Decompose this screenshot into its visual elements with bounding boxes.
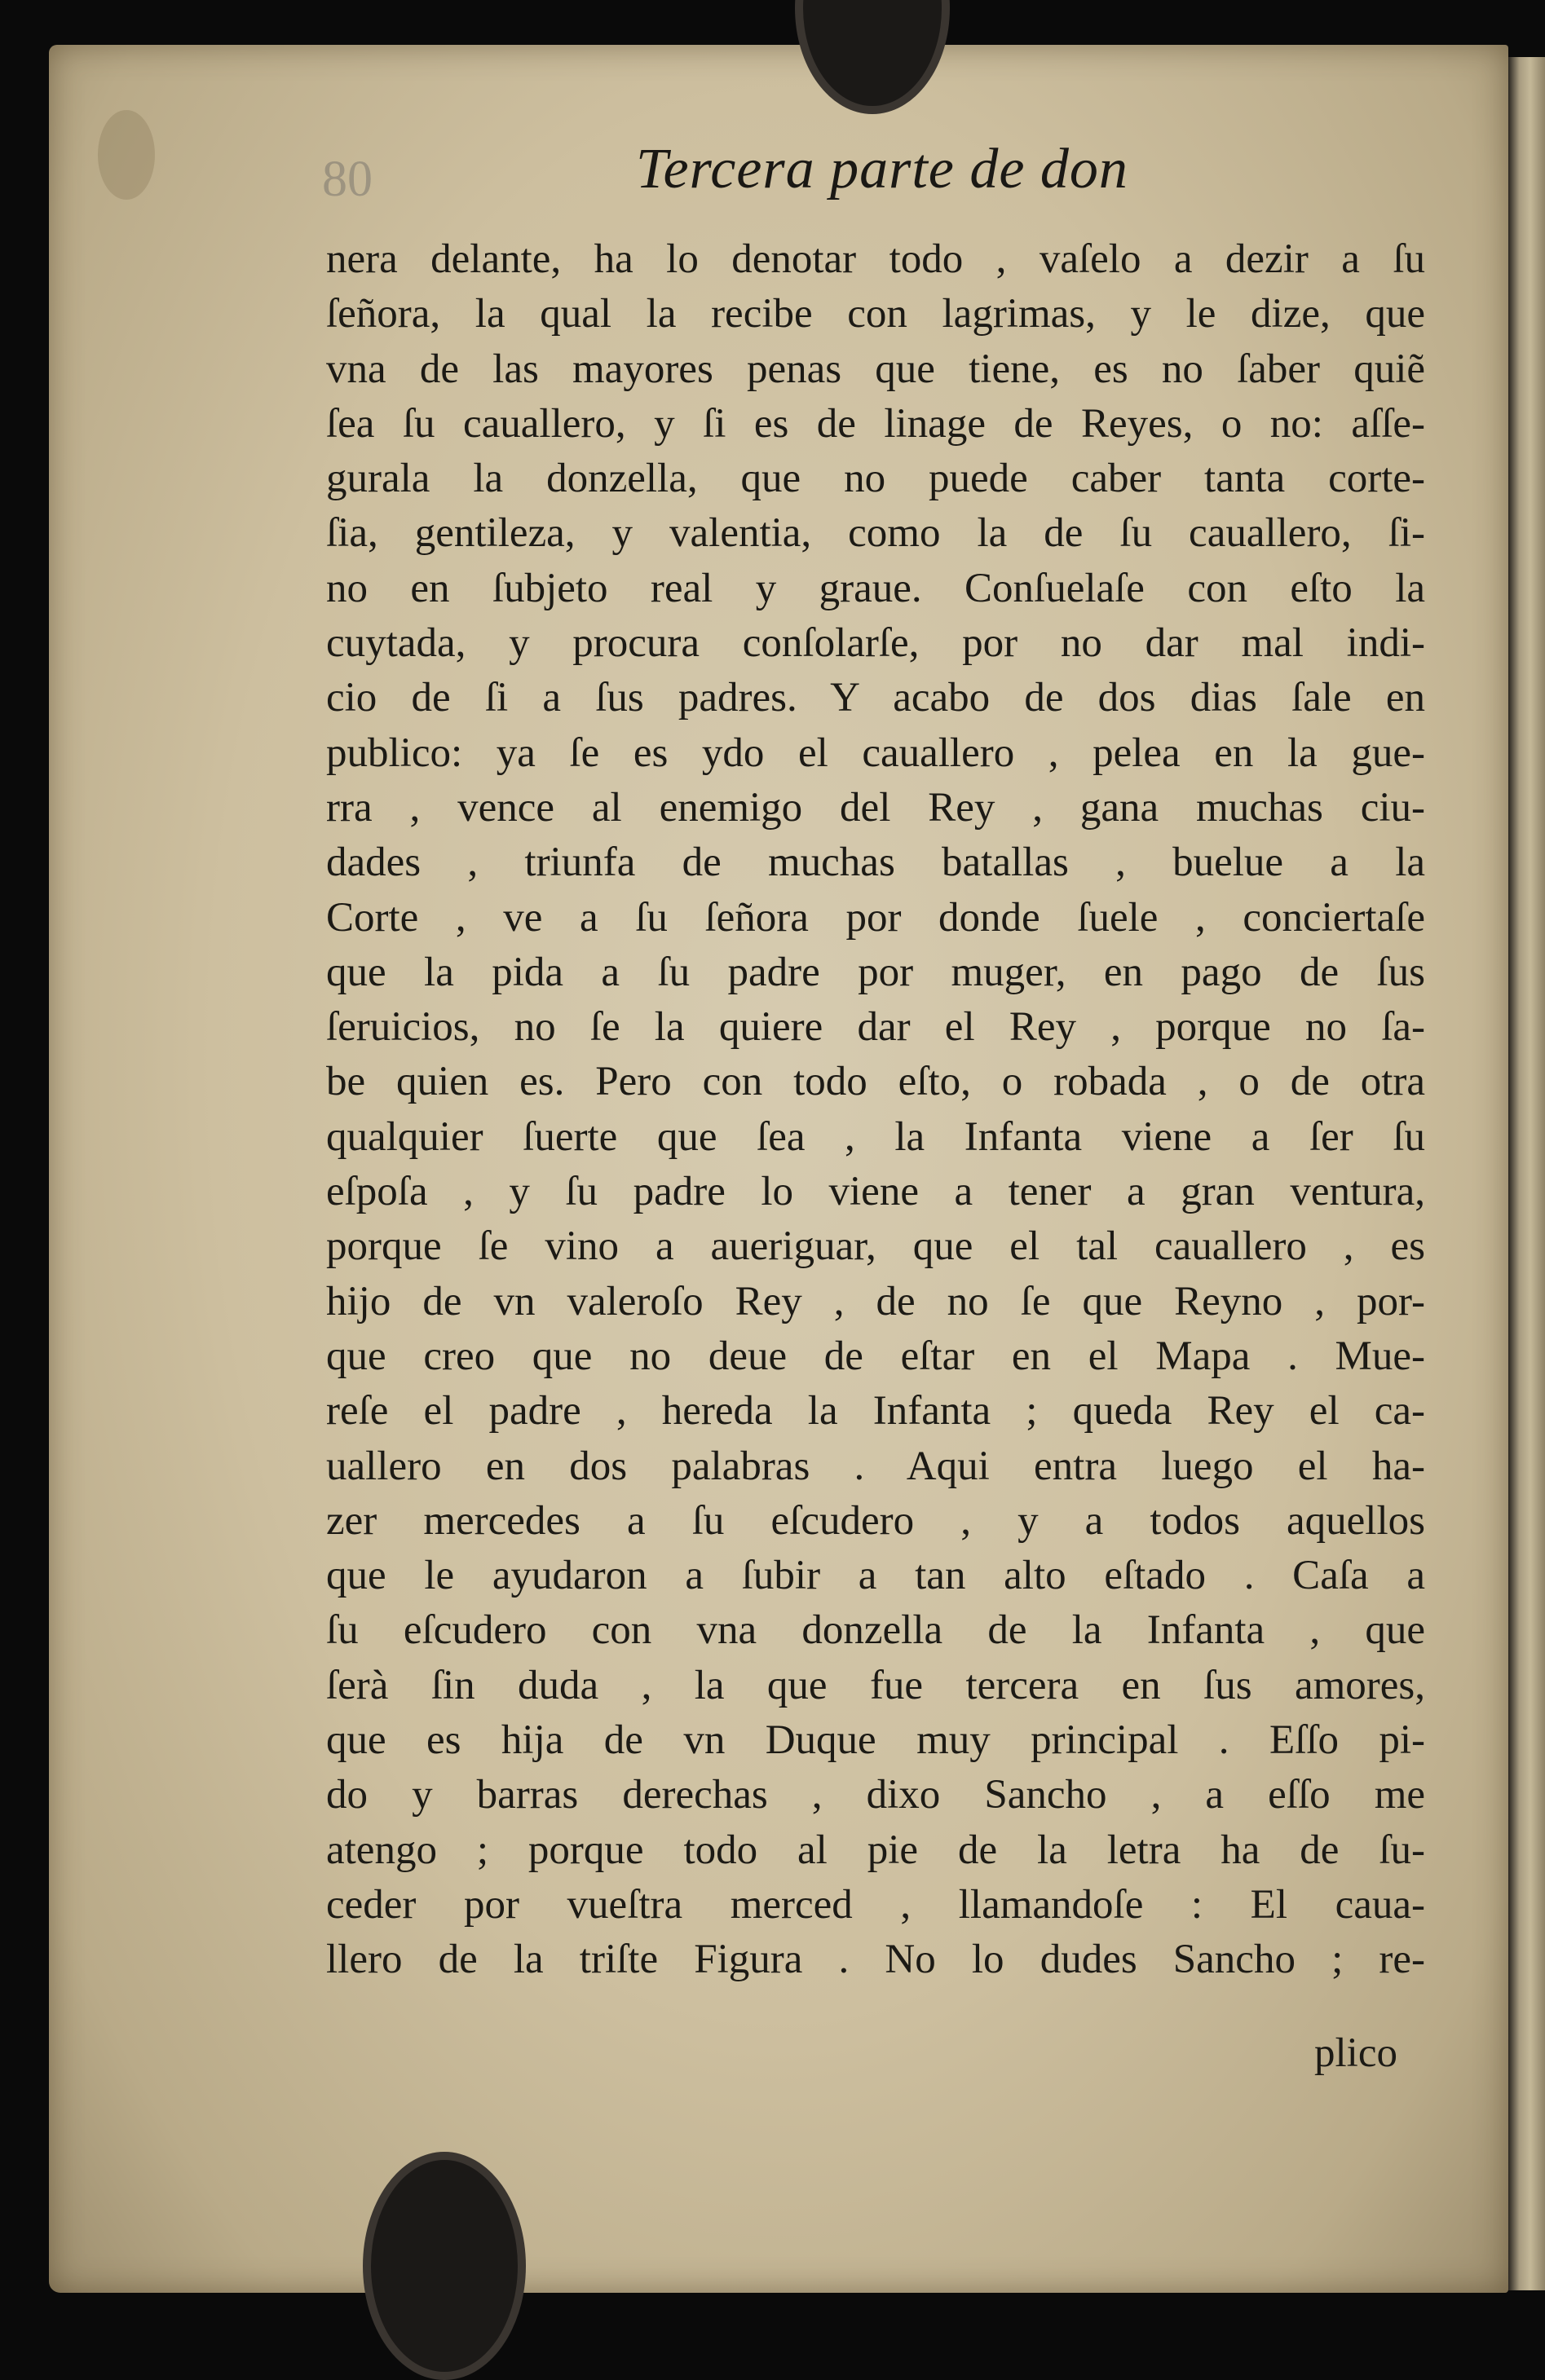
running-head: Tercera parte de don (636, 138, 1128, 201)
text-line: ſia, gentileza, y valentia, como la de ſu cauallero, ſi- (326, 510, 1425, 557)
text-line: do y barras derechas , dixo Sancho , a eſſo me (326, 1772, 1425, 1818)
text-line: gurala la donzella, que no puede caber tanta corte- (326, 456, 1425, 502)
text-line: dades , triunfa de muchas batallas , buelue a la (326, 840, 1425, 886)
text-line: atengo ; porque todo al pie de la letra ha de ſu- (326, 1827, 1425, 1873)
stain (98, 110, 155, 200)
text-line: que le ayudaron a ſubir a tan alto eſtado . Caſa a (326, 1553, 1425, 1599)
text-line: ſerà ſin duda , la que fue tercera en ſus amores, (326, 1662, 1425, 1708)
body-text (326, 232, 1425, 1988)
text-line: cuytada, y procura conſolarſe, por no dar mal indi- (326, 620, 1425, 667)
text-line: be quien es. Pero con todo eſto, o robada , o de otra (326, 1059, 1425, 1105)
text-line: que es hija de vn Duque muy principal . Eſſo pi- (326, 1717, 1425, 1764)
text-line: que la pida a ſu padre por muger, en pago de ſus (326, 949, 1425, 995)
text-line: porque ſe vino a aueriguar, que el tal cauallero , es (326, 1223, 1425, 1270)
text-line: reſe el padre , hereda la Infanta ; queda Rey el ca- (326, 1388, 1425, 1435)
text-line: uallero en dos palabras . Aqui entra luego el ha- (326, 1443, 1425, 1489)
text-line: publico: ya ſe es ydo el cauallero , pelea en la gue- (326, 729, 1425, 776)
text-line: vna de las mayores penas que tiene, es no ſaber quiẽ (326, 346, 1425, 392)
text-line: rra , vence al enemigo del Rey , gana muchas ciu- (326, 784, 1425, 831)
text-line: Corte , ve a ſu ſeñora por donde ſuele , conciertaſe (326, 894, 1425, 941)
page-clip-bottom (363, 2152, 526, 2380)
text-line: no en ſubjeto real y graue. Conſuelaſe con eſto la (326, 565, 1425, 611)
text-line: ſeñora, la qual la recibe con lagrimas, y le dize, que (326, 291, 1425, 337)
text-line: ſeruicios, no ſe la quiere dar el Rey , porque no ſa- (326, 1004, 1425, 1051)
text-line: ſu eſcudero con vna donzella de la Infanta , que (326, 1607, 1425, 1654)
facing-page-edge (1508, 57, 1545, 2290)
text-line: hijo de vn valeroſo Rey , de no ſe que Reyno , por- (326, 1278, 1425, 1324)
text-line: qualquier ſuerte que ſea , la Infanta viene a ſer ſu (326, 1113, 1425, 1160)
text-line: ceder por vueſtra merced , llamandoſe : El caua- (326, 1881, 1425, 1928)
text-line: nera delante, ha lo denotar todo , vaſelo a dezir a ſu (326, 236, 1425, 282)
catchword: plico (1314, 2030, 1397, 2076)
page-number: 80 (322, 152, 373, 207)
text-line: cio de ſi a ſus padres. Y acabo de dos dias ſale en (326, 675, 1425, 721)
text-line: eſpoſa , y ſu padre lo viene a tener a gran ventura, (326, 1169, 1425, 1215)
text-line: que creo que no deue de eſtar en el Mapa . Mue- (326, 1333, 1425, 1379)
text-line: llero de la triſte Figura . No lo dudes Sancho ; re- (326, 1937, 1425, 1983)
text-line: ſea ſu cauallero, y ſi es de linage de Reyes, o no: aſſe- (326, 400, 1425, 447)
text-line: zer mercedes a ſu eſcudero , y a todos aquellos (326, 1497, 1425, 1544)
